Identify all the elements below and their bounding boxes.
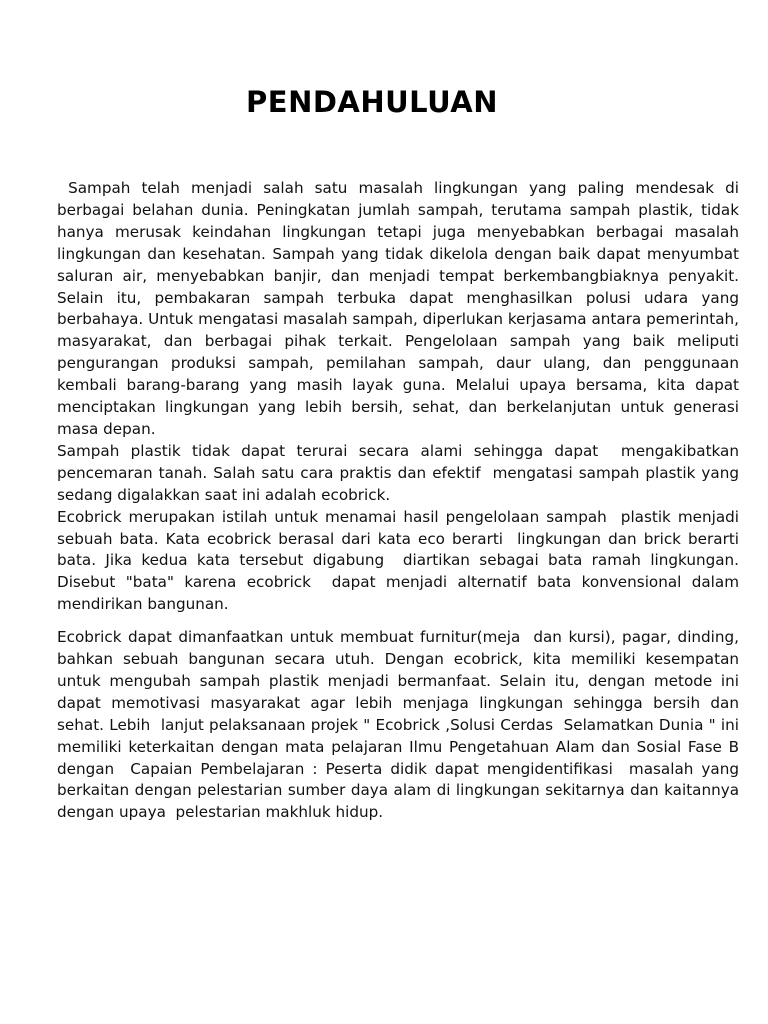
paragraph-ecobrick-uses: Ecobrick dapat dimanfaatkan untuk membuat furnitur(meja dan kursi), pagar, dinding, bahkan sebuah bangunan secara utuh. Dengan ecobrick, kita memiliki kesempatan untuk mengubah sampah plastik menjadi bermanfaat. Selain itu, dengan metode ini dapat memotivasi masyarakat agar lebih menjaga lingkungan sehingga bersih dan sehat. Lebih lanjut pelaksanaan projek " Ecobrick ,Solusi Cerdas Selamatkan Dunia " ini memiliki keterkaitan dengan mata pelajaran Ilmu Pengetahuan Alam dan Sosial Fase B dengan Capaian Pembelajaran : Peserta didik dapat mengidentifikasi masalah yang berkaitan dengan pelestarian sumber daya alam di lingkungan sekitarnya dan kaitannya dengan upaya pelestarian makhluk hidup. xyxy=(57,628,749,822)
paragraph-plastic: Sampah plastik tidak dapat terurai secara alami sehingga dapat mengakibatkan pencemaran tanah. Salah satu cara praktis dan efektif mengatasi sampah plastik yang sedang digalakkan saat ini adalah ecobrick. xyxy=(57,441,744,504)
paragraph-intro: Sampah telah menjadi salah satu masalah lingkungan yang paling mendesak di berbagai belahan dunia. Peningkatan jumlah sampah, terutama sampah plastik, tidak hanya merusak keindahan lingkungan tetapi juga menyebabkan berbagai masalah lingkungan dan kesehatan. Sampah yang tidak dikelola dengan baik dapat menyumbat saluran air, menyebabkan banjir, dan menjadi tempat berkembangbiaknya penyakit. Selain itu, pembakaran sampah terbuka dapat menghasilkan polusi udara yang berbahaya. Untuk mengatasi masalah sampah, diperlukan kerjasama antara pemerintah, masyarakat, dan berbagai pihak terkait. Pengelolaan sampah yang baik meliputi pengurangan produksi sampah, pemilahan sampah, daur ulang, dan penggunaan kembali barang-barang yang masih layak guna. Melalui upaya bersama, kita dapat menciptakan lingkungan yang lebih bersih, sehat, dan berkelanjutan untuk generasi masa depan. xyxy=(57,179,744,438)
paragraph-ecobrick-definition: Ecobrick merupakan istilah untuk menamai hasil pengelolaan sampah plastik menjadi sebuah bata. Kata ecobrick berasal dari kata eco berarti lingkungan dan brick berarti bata. Jika kedua kata tersebut digabung diartikan sebagai bata ramah lingkungan. Disebut "bata" karena ecobrick dapat menjadi alternatif bata konvensional dalam mendirikan bangunan. xyxy=(57,507,744,614)
body-text xyxy=(57,178,749,824)
page-title: PENDAHULUAN xyxy=(246,85,498,119)
